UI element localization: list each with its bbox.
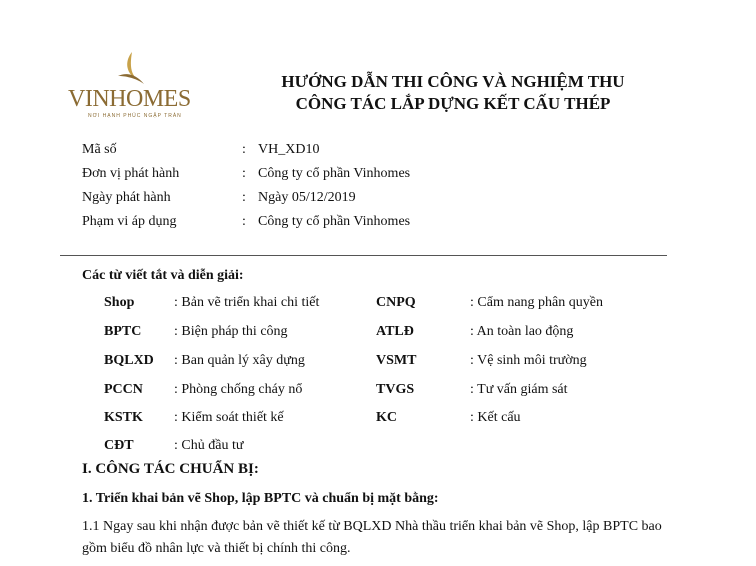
abbr-code: KSTK xyxy=(104,410,143,425)
meta-value: Công ty cổ phần Vinhomes xyxy=(258,214,411,229)
abbr-desc: : Bản vẽ triển khai chi tiết xyxy=(174,295,320,310)
meta-label: Mã số xyxy=(82,142,117,157)
meta-value: Ngày 05/12/2019 xyxy=(258,190,356,205)
abbr-code: ATLĐ xyxy=(376,324,414,339)
abbr-item xyxy=(104,438,134,454)
abbr-code: KC xyxy=(376,410,397,425)
abbr-item xyxy=(104,353,154,369)
abbr-item xyxy=(376,382,414,398)
abbr-desc: : Biện pháp thi công xyxy=(174,324,288,339)
meta-colon: : xyxy=(242,190,246,205)
abbr-item xyxy=(104,382,143,398)
meta-value: VH_XD10 xyxy=(258,142,320,157)
abbr-desc: : Vệ sinh môi trường xyxy=(470,353,587,368)
abbr-item xyxy=(104,324,141,340)
abbr-desc: : Phòng chống cháy nổ xyxy=(174,382,303,397)
abbr-desc: : Cẩm nang phân quyền xyxy=(470,295,603,310)
subsection-heading: 1. Triển khai bản vẽ Shop, lập BPTC và chuẩn bị mặt bằng: xyxy=(82,491,439,506)
abbr-desc: : Ban quản lý xây dựng xyxy=(174,353,305,368)
abbr-desc: : Kết cấu xyxy=(470,410,521,425)
meta-label: Phạm vi áp dụng xyxy=(82,214,177,229)
abbr-code: PCCN xyxy=(104,382,143,397)
header-divider xyxy=(60,255,667,256)
abbr-item xyxy=(104,410,143,426)
abbr-code: CĐT xyxy=(104,438,134,453)
abbr-desc: : Chủ đầu tư xyxy=(174,438,244,453)
abbreviations-heading: Các từ viết tắt và diễn giải: xyxy=(82,268,244,283)
abbr-item xyxy=(104,295,134,311)
abbr-desc: : Tư vấn giám sát xyxy=(470,382,568,397)
abbr-item xyxy=(376,295,416,311)
meta-label: Đơn vị phát hành xyxy=(82,166,180,181)
abbr-desc: : An toàn lao động xyxy=(470,324,574,339)
section-heading: I. CÔNG TÁC CHUẨN BỊ: xyxy=(82,461,259,477)
doc-title-line2: CÔNG TÁC LẮP DỰNG KẾT CẤU THÉP xyxy=(295,94,611,113)
abbr-desc: : Kiểm soát thiết kế xyxy=(174,410,284,425)
vinhomes-logo xyxy=(68,50,208,120)
section-paragraph: 1.1 Ngay sau khi nhận được bản vẽ thiết kế từ BQLXD Nhà thầu triển khai bản vẽ Shop, lập BPTC bao gồm biểu đồ nhân lực và thiết bị chính thi công. xyxy=(82,519,662,556)
abbr-code: BQLXD xyxy=(104,353,154,368)
abbr-code: BPTC xyxy=(104,324,142,339)
meta-colon: : xyxy=(242,142,246,157)
logo-tagline: NƠI HẠNH PHÚC NGẬP TRÀN xyxy=(88,113,182,119)
abbr-item xyxy=(376,324,414,340)
abbr-code: TVGS xyxy=(376,382,415,397)
meta-value: Công ty cổ phần Vinhomes xyxy=(258,166,411,181)
abbr-code: CNPQ xyxy=(376,295,416,310)
logo-wordmark: VINHOMES xyxy=(68,86,191,112)
bird-icon xyxy=(114,50,150,86)
abbr-code: VSMT xyxy=(376,353,417,368)
meta-colon: : xyxy=(242,166,246,181)
abbr-item xyxy=(376,353,416,369)
abbr-item xyxy=(376,410,397,426)
meta-label: Ngày phát hành xyxy=(82,190,171,205)
meta-colon: : xyxy=(242,214,246,229)
doc-title-line1: HƯỚNG DẪN THI CÔNG VÀ NGHIỆM THU xyxy=(281,72,625,91)
abbr-code: Shop xyxy=(104,295,135,310)
